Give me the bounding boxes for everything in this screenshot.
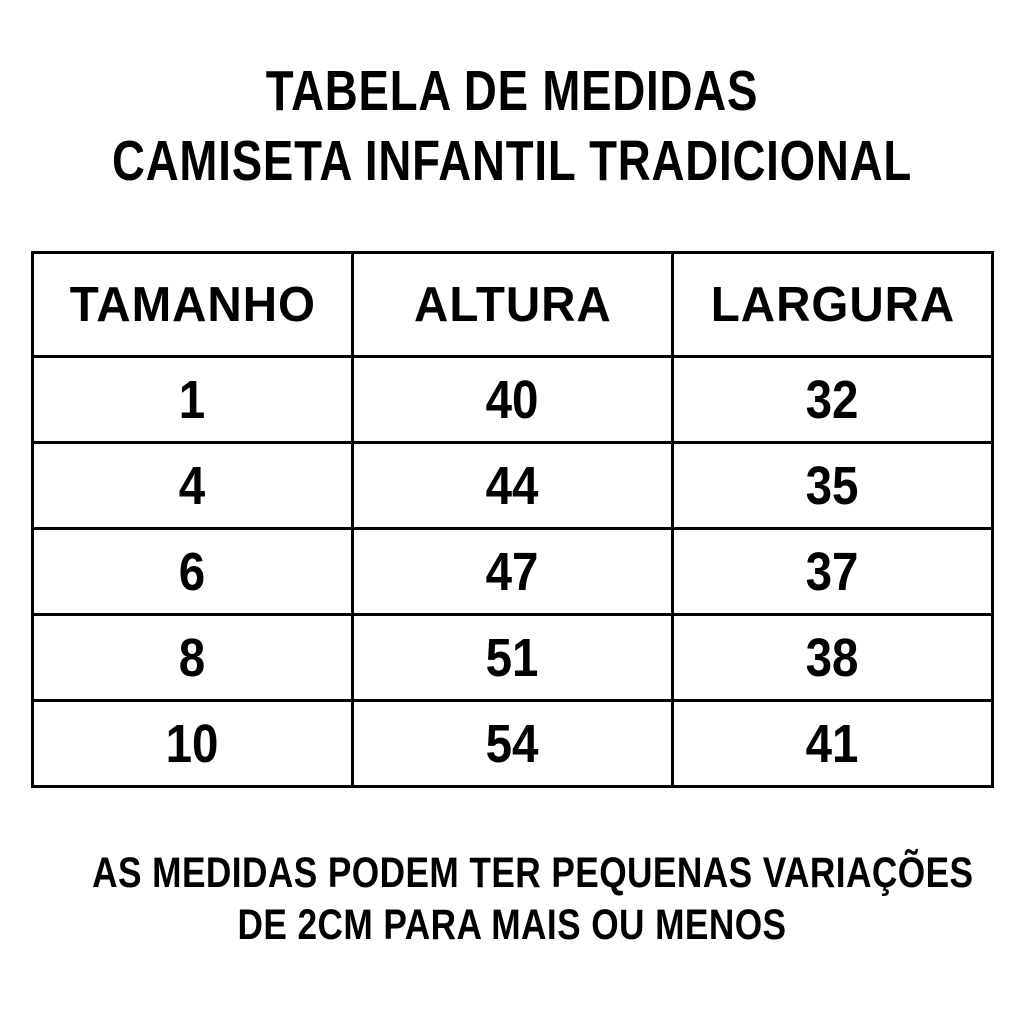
- table-row: [33, 615, 993, 701]
- width-value: 41: [806, 713, 859, 774]
- column-header-altura-label: ALTURA: [413, 277, 612, 332]
- column-header-largura-label: LARGURA: [710, 277, 955, 332]
- cell-width: [673, 701, 993, 787]
- cell-height: [353, 357, 673, 443]
- column-header-altura: [353, 253, 673, 357]
- page-title: [0, 56, 1024, 196]
- height-value: 51: [486, 627, 539, 688]
- cell-height: [353, 615, 673, 701]
- column-header-tamanho-label: TAMANHO: [69, 277, 316, 332]
- size-value: 1: [179, 369, 206, 430]
- column-header-tamanho: [33, 253, 353, 357]
- table-row: [33, 529, 993, 615]
- disclaimer-line-1: AS MEDIDAS PODEM TER PEQUENAS VARIAÇÕES: [92, 849, 974, 897]
- width-value: 32: [806, 369, 859, 430]
- table-row: [33, 443, 993, 529]
- cell-size: [33, 615, 353, 701]
- cell-size: [33, 357, 353, 443]
- cell-height: [353, 701, 673, 787]
- table-header-row: [33, 253, 993, 357]
- cell-size: [33, 443, 353, 529]
- height-value: 54: [486, 713, 539, 774]
- page-title-line-2: CAMISETA INFANTIL TRADICIONAL: [111, 129, 913, 193]
- size-value: 10: [166, 713, 219, 774]
- size-value: 4: [179, 455, 206, 516]
- measurement-disclaimer: [0, 847, 1024, 951]
- width-value: 37: [806, 541, 859, 602]
- cell-height: [353, 443, 673, 529]
- cell-size: [33, 701, 353, 787]
- size-value: 6: [179, 541, 206, 602]
- column-header-largura: [673, 253, 993, 357]
- cell-height: [353, 529, 673, 615]
- width-value: 38: [806, 627, 859, 688]
- width-value: 35: [806, 455, 859, 516]
- size-value: 8: [179, 627, 206, 688]
- table-row: [33, 701, 993, 787]
- disclaimer-line-2: DE 2CM PARA MAIS OU MENOS: [237, 901, 787, 949]
- cell-size: [33, 529, 353, 615]
- height-value: 44: [486, 455, 539, 516]
- size-measurements-table: [31, 251, 994, 788]
- cell-width: [673, 615, 993, 701]
- cell-width: [673, 357, 993, 443]
- table-row: [33, 357, 993, 443]
- cell-width: [673, 443, 993, 529]
- height-value: 47: [486, 541, 539, 602]
- cell-width: [673, 529, 993, 615]
- height-value: 40: [486, 369, 539, 430]
- page-title-line-1: TABELA DE MEDIDAS: [265, 59, 759, 123]
